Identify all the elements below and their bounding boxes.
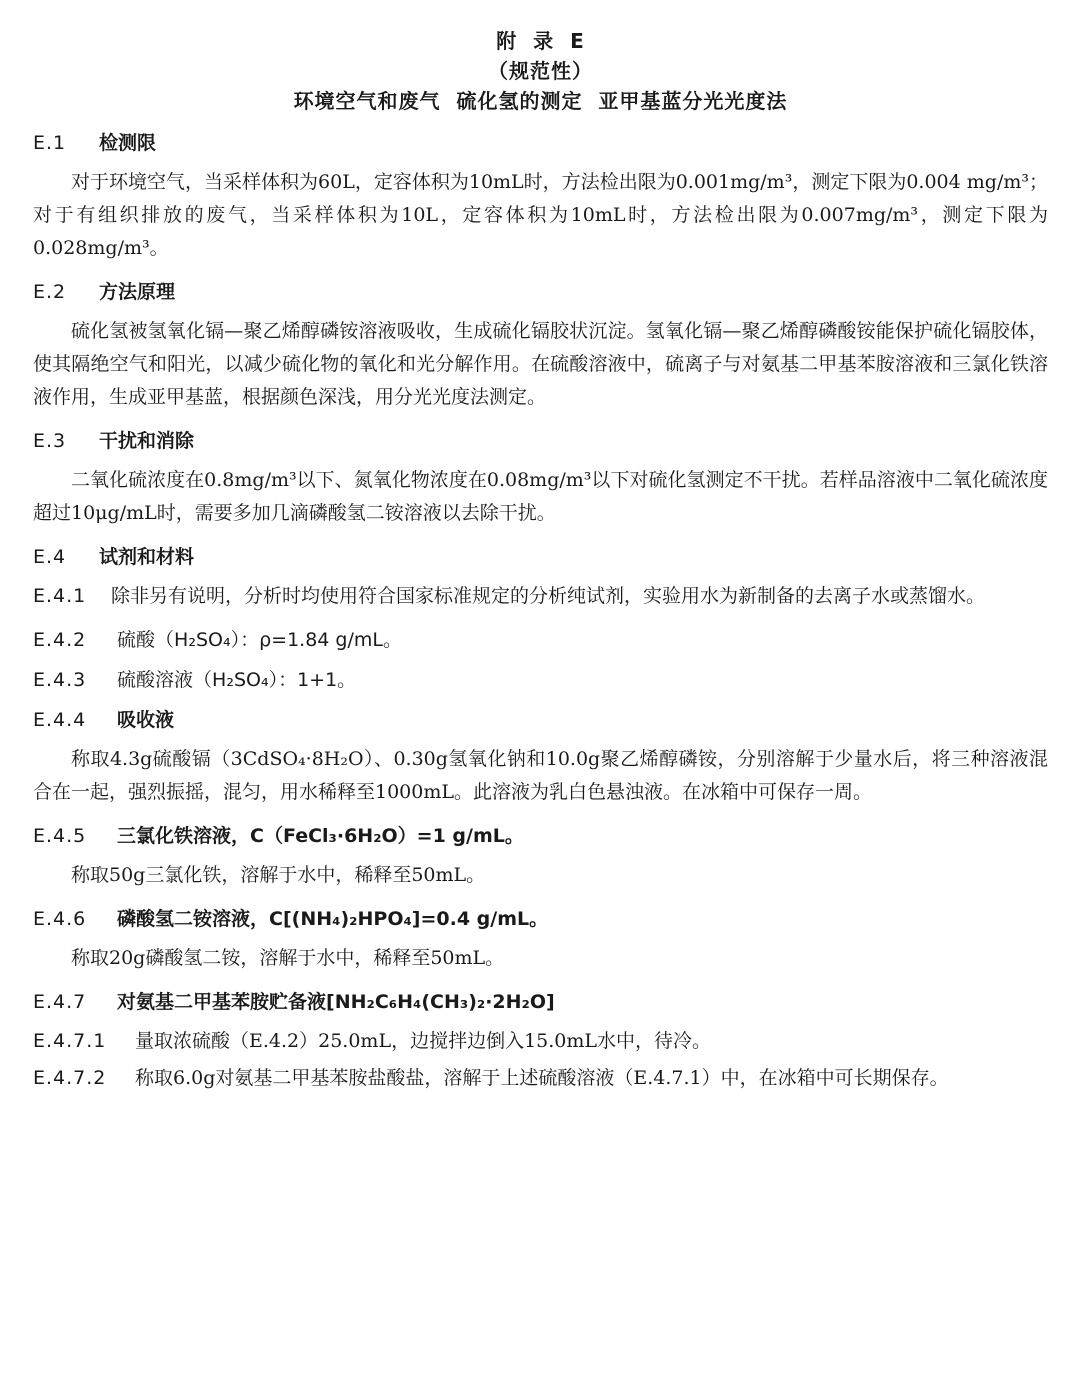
clause-number: E.4.7 — [33, 991, 87, 1013]
clause-body: 称取20g磷酸氢二铵，溶解于水中，稀释至50mL。 — [71, 947, 505, 969]
clause-body: 称取4.3g硫酸镉（3CdSO₄·8H₂O）、0.30g氢氧化钠和10.0g聚乙烯醇磷铵，分别溶解于少量水后，将三种溶液混合在一起，强烈振摇，混匀，用水稀释至1000mL。此溶液为乳白色悬浊液。在冰箱中可保存一周。 — [33, 748, 1048, 803]
clause — [33, 1025, 1048, 1058]
section-heading — [33, 428, 1048, 454]
clause-heading — [33, 667, 1048, 693]
clause-title: 磷酸氢二铵溶液，C[(NH₄)₂HPO₄]=0.4 g/mL。 — [117, 908, 549, 930]
section-title: 检测限 — [99, 132, 157, 154]
clause-number: E.4.3 — [33, 669, 87, 691]
clause-body: 称取50g三氯化铁，溶解于水中，稀释至50mL。 — [71, 864, 486, 886]
section-title: 干扰和消除 — [99, 430, 195, 452]
clause-body: 称取6.0g对氨基二甲基苯胺盐酸盐，溶解于上述硫酸溶液（E.4.7.1）中，在冰箱中可长期保存。 — [135, 1067, 949, 1089]
section-body: 二氧化硫浓度在0.8mg/m³以下、氮氧化物浓度在0.08mg/m³以下对硫化氢测定不干扰。若样品溶液中二氧化硫浓度超过10μg/mL时，需要多加几滴磷酸氢二铵溶液以去除干扰。 — [33, 469, 1048, 524]
clause-number: E.4.7.1 — [33, 1030, 107, 1052]
section-heading — [33, 544, 1048, 570]
section-number: E.2 — [33, 281, 67, 303]
clause — [33, 1062, 1048, 1095]
appendix-nature: （规范性） — [488, 59, 593, 83]
clause-heading — [33, 627, 1048, 653]
clause-number: E.4.6 — [33, 908, 87, 930]
clause-heading — [33, 906, 1048, 932]
clause-number: E.4.5 — [33, 825, 87, 847]
clause-title: 对氨基二甲基苯胺贮备液[NH₂C₆H₄(CH₃)₂·2H₂O] — [117, 991, 555, 1013]
section-body: 硫化氢被氢氧化镉—聚乙烯醇磷铵溶液吸收，生成硫化镉胶状沉淀。氢氧化镉—聚乙烯醇磷酸铵能保护硫化镉胶体，使其隔绝空气和阳光，以减少硫化物的氧化和光分解作用。在硫酸溶液中，硫离子与对氨基二甲基苯胺溶液和三氯化铁溶液作用，生成亚甲基蓝，根据颜色深浅，用分光光度法测定。 — [33, 320, 1048, 408]
clause-heading — [33, 989, 1048, 1015]
clause-title: 三氯化铁溶液，C（FeCl₃·6H₂O）=1 g/mL。 — [117, 825, 524, 847]
clause-body: 除非另有说明，分析时均使用符合国家标准规定的分析纯试剂，实验用水为新制备的去离子水或蒸馏水。 — [111, 585, 986, 607]
document-page — [33, 26, 1048, 1099]
clause-body: 量取浓硫酸（E.4.2）25.0mL，边搅拌边倒入15.0mL水中，待冷。 — [135, 1030, 712, 1052]
section-number: E.1 — [33, 132, 67, 154]
clause-number: E.4.4 — [33, 709, 87, 731]
appendix-heading: 附 录 E — [496, 29, 585, 53]
clause-title: 硫酸溶液（H₂SO₄）：1+1。 — [117, 669, 357, 691]
clause — [33, 580, 1048, 613]
clause-title: 硫酸（H₂SO₄）：ρ=1.84 g/mL。 — [117, 629, 402, 651]
clause-heading — [33, 823, 1048, 849]
section-heading — [33, 279, 1048, 305]
clause-number: E.4.1 — [33, 585, 87, 607]
section-number: E.3 — [33, 430, 67, 452]
clause-heading — [33, 707, 1048, 733]
section-number: E.4 — [33, 546, 67, 568]
appendix-title: 环境空气和废气 硫化氢的测定 亚甲基蓝分光光度法 — [293, 89, 788, 113]
clause-title: 吸收液 — [117, 709, 175, 731]
section-title: 方法原理 — [99, 281, 176, 303]
section-heading — [33, 130, 1048, 156]
clause-number: E.4.2 — [33, 629, 87, 651]
section-body: 对于环境空气，当采样体积为60L，定容体积为10mL时，方法检出限为0.001mg/m³，测定下限为0.004 mg/m³；对于有组织排放的废气，当采样体积为10L，定容体积为10mL时，方法检出限为0.007mg/m³，测定下限为0.028mg/m³。 — [33, 171, 1048, 259]
clause-number: E.4.7.2 — [33, 1067, 107, 1089]
section-title: 试剂和材料 — [99, 546, 195, 568]
